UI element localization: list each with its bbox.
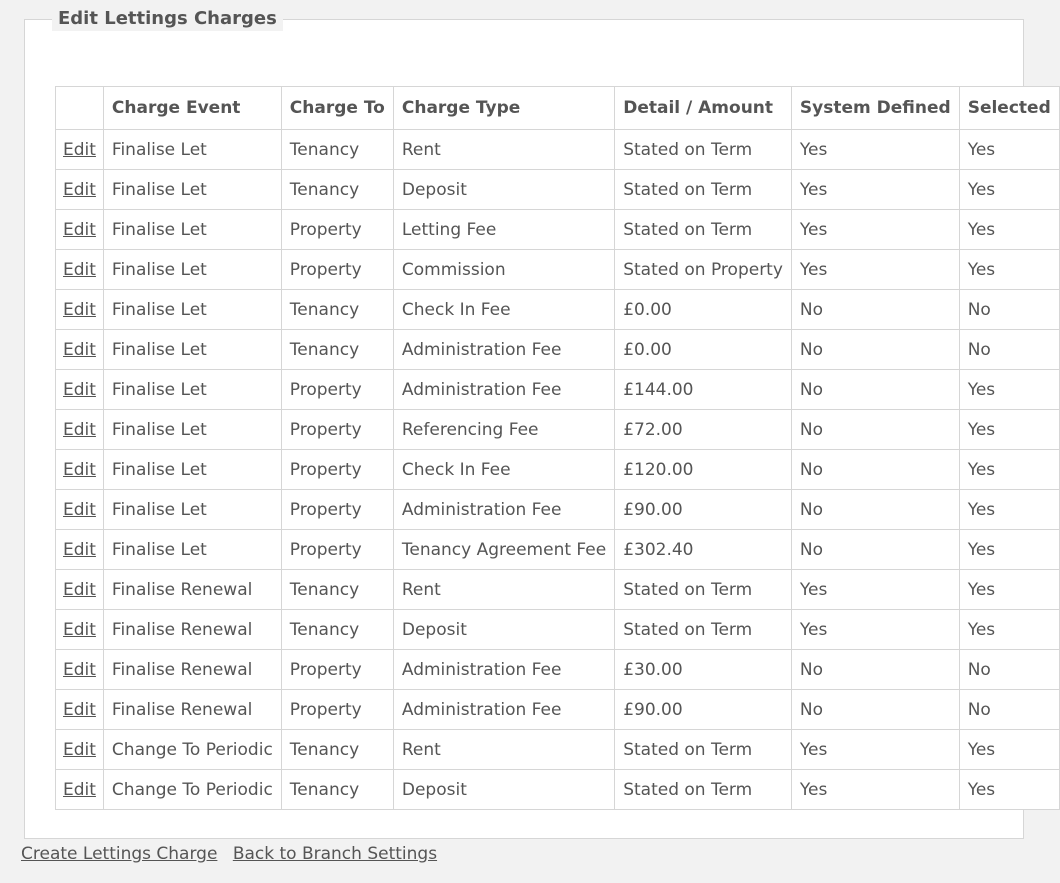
charge-to-cell: Property — [281, 370, 393, 410]
edit-cell — [56, 370, 104, 410]
detail-amount-cell: £0.00 — [615, 330, 792, 370]
selected-cell: No — [959, 650, 1059, 690]
charge-type-cell: Referencing Fee — [393, 410, 614, 450]
charge-to-cell: Tenancy — [281, 610, 393, 650]
detail-amount-cell: £302.40 — [615, 530, 792, 570]
table-row — [56, 410, 1060, 450]
edit-link[interactable]: Edit — [63, 139, 96, 160]
charge-event-cell: Finalise Let — [103, 530, 281, 570]
system-defined-cell: No — [791, 450, 959, 490]
charge-type-cell: Administration Fee — [393, 650, 614, 690]
detail-amount-cell: £90.00 — [615, 690, 792, 730]
charge-event-cell: Finalise Renewal — [103, 650, 281, 690]
charge-event-cell: Finalise Let — [103, 290, 281, 330]
charge-event-cell: Finalise Let — [103, 130, 281, 170]
selected-cell: Yes — [959, 450, 1059, 490]
charge-type-cell: Administration Fee — [393, 690, 614, 730]
system-defined-cell: No — [791, 530, 959, 570]
charge-event-cell: Finalise Let — [103, 210, 281, 250]
edit-link[interactable]: Edit — [63, 419, 96, 440]
table-body — [56, 130, 1060, 810]
edit-link[interactable]: Edit — [63, 499, 96, 520]
selected-cell: Yes — [959, 130, 1059, 170]
column-header-selected: Selected — [959, 87, 1059, 130]
system-defined-cell: Yes — [791, 570, 959, 610]
charge-to-cell: Tenancy — [281, 170, 393, 210]
charge-type-cell: Administration Fee — [393, 330, 614, 370]
table-row — [56, 450, 1060, 490]
detail-amount-cell: Stated on Term — [615, 570, 792, 610]
selected-cell: Yes — [959, 210, 1059, 250]
edit-cell — [56, 650, 104, 690]
selected-cell: Yes — [959, 370, 1059, 410]
edit-link[interactable]: Edit — [63, 259, 96, 280]
edit-link[interactable]: Edit — [63, 299, 96, 320]
edit-cell — [56, 170, 104, 210]
table-row — [56, 130, 1060, 170]
system-defined-cell: Yes — [791, 730, 959, 770]
edit-cell — [56, 450, 104, 490]
charge-type-cell: Deposit — [393, 170, 614, 210]
charge-to-cell: Tenancy — [281, 730, 393, 770]
system-defined-cell: No — [791, 650, 959, 690]
charge-event-cell: Finalise Let — [103, 450, 281, 490]
charge-type-cell: Tenancy Agreement Fee — [393, 530, 614, 570]
edit-link[interactable]: Edit — [63, 659, 96, 680]
edit-link[interactable]: Edit — [63, 779, 96, 800]
selected-cell: Yes — [959, 170, 1059, 210]
charge-type-cell: Letting Fee — [393, 210, 614, 250]
charge-to-cell: Tenancy — [281, 770, 393, 810]
selected-cell: Yes — [959, 410, 1059, 450]
table-row — [56, 250, 1060, 290]
system-defined-cell: Yes — [791, 210, 959, 250]
page-title: Edit Lettings Charges — [52, 7, 283, 31]
edit-link[interactable]: Edit — [63, 219, 96, 240]
selected-cell: No — [959, 690, 1059, 730]
table-row — [56, 770, 1060, 810]
detail-amount-cell: £144.00 — [615, 370, 792, 410]
table-row — [56, 330, 1060, 370]
selected-cell: Yes — [959, 730, 1059, 770]
charge-event-cell: Finalise Let — [103, 490, 281, 530]
charge-to-cell: Tenancy — [281, 290, 393, 330]
detail-amount-cell: Stated on Term — [615, 770, 792, 810]
table-header — [56, 87, 1060, 130]
table-row — [56, 650, 1060, 690]
detail-amount-cell: £90.00 — [615, 490, 792, 530]
detail-amount-cell: Stated on Term — [615, 130, 792, 170]
edit-link[interactable]: Edit — [63, 579, 96, 600]
system-defined-cell: No — [791, 490, 959, 530]
charge-type-cell: Rent — [393, 570, 614, 610]
column-header-charge-event: Charge Event — [103, 87, 281, 130]
selected-cell: No — [959, 330, 1059, 370]
charge-to-cell: Property — [281, 650, 393, 690]
selected-cell: Yes — [959, 490, 1059, 530]
charge-to-cell: Property — [281, 490, 393, 530]
charge-event-cell: Finalise Renewal — [103, 570, 281, 610]
table-header-row — [56, 87, 1060, 130]
charge-event-cell: Finalise Renewal — [103, 610, 281, 650]
selected-cell: No — [959, 290, 1059, 330]
edit-cell — [56, 610, 104, 650]
system-defined-cell: No — [791, 370, 959, 410]
table-row — [56, 690, 1060, 730]
edit-cell — [56, 210, 104, 250]
detail-amount-cell: Stated on Property — [615, 250, 792, 290]
edit-cell — [56, 130, 104, 170]
edit-cell — [56, 730, 104, 770]
column-header-charge-to: Charge To — [281, 87, 393, 130]
selected-cell: Yes — [959, 770, 1059, 810]
system-defined-cell: Yes — [791, 610, 959, 650]
edit-link[interactable]: Edit — [63, 459, 96, 480]
system-defined-cell: Yes — [791, 250, 959, 290]
system-defined-cell: No — [791, 410, 959, 450]
charge-event-cell: Change To Periodic — [103, 770, 281, 810]
table-row — [56, 530, 1060, 570]
selected-cell: Yes — [959, 610, 1059, 650]
charge-event-cell: Finalise Let — [103, 250, 281, 290]
edit-cell — [56, 410, 104, 450]
detail-amount-cell: £30.00 — [615, 650, 792, 690]
system-defined-cell: No — [791, 330, 959, 370]
charge-to-cell: Property — [281, 250, 393, 290]
edit-cell — [56, 770, 104, 810]
table-row — [56, 170, 1060, 210]
edit-link[interactable]: Edit — [63, 619, 96, 640]
charge-to-cell: Tenancy — [281, 570, 393, 610]
column-header-detail-amount: Detail / Amount — [615, 87, 792, 130]
system-defined-cell: No — [791, 690, 959, 730]
table-row — [56, 370, 1060, 410]
edit-link[interactable]: Edit — [63, 699, 96, 720]
selected-cell: Yes — [959, 530, 1059, 570]
table-row — [56, 210, 1060, 250]
charge-event-cell: Finalise Let — [103, 330, 281, 370]
footer-links — [21, 842, 447, 866]
create-lettings-charge-link[interactable]: Create Lettings Charge — [21, 844, 218, 864]
edit-cell — [56, 250, 104, 290]
charge-type-cell: Check In Fee — [393, 290, 614, 330]
charge-event-cell: Finalise Renewal — [103, 690, 281, 730]
charge-to-cell: Property — [281, 410, 393, 450]
system-defined-cell: Yes — [791, 170, 959, 210]
charge-event-cell: Finalise Let — [103, 170, 281, 210]
charge-event-cell: Finalise Let — [103, 410, 281, 450]
table-row — [56, 570, 1060, 610]
charge-type-cell: Check In Fee — [393, 450, 614, 490]
charge-event-cell: Change To Periodic — [103, 730, 281, 770]
edit-link[interactable]: Edit — [63, 539, 96, 560]
edit-link[interactable]: Edit — [63, 339, 96, 360]
charge-to-cell: Property — [281, 690, 393, 730]
detail-amount-cell: £120.00 — [615, 450, 792, 490]
charge-type-cell: Rent — [393, 730, 614, 770]
detail-amount-cell: £0.00 — [615, 290, 792, 330]
charge-type-cell: Deposit — [393, 610, 614, 650]
charge-type-cell: Rent — [393, 130, 614, 170]
column-header-charge-type: Charge Type — [393, 87, 614, 130]
charge-to-cell: Property — [281, 210, 393, 250]
system-defined-cell: Yes — [791, 130, 959, 170]
detail-amount-cell: Stated on Term — [615, 730, 792, 770]
lettings-charges-table — [55, 86, 1060, 810]
detail-amount-cell: Stated on Term — [615, 170, 792, 210]
selected-cell: Yes — [959, 570, 1059, 610]
selected-cell: Yes — [959, 250, 1059, 290]
edit-cell — [56, 290, 104, 330]
charge-type-cell: Deposit — [393, 770, 614, 810]
edit-cell — [56, 490, 104, 530]
edit-cell — [56, 570, 104, 610]
edit-link[interactable]: Edit — [63, 179, 96, 200]
table-row — [56, 290, 1060, 330]
edit-cell — [56, 330, 104, 370]
charge-to-cell: Tenancy — [281, 130, 393, 170]
system-defined-cell: Yes — [791, 770, 959, 810]
edit-cell — [56, 530, 104, 570]
charge-to-cell: Property — [281, 530, 393, 570]
table-row — [56, 610, 1060, 650]
edit-cell — [56, 690, 104, 730]
back-to-branch-settings-link[interactable]: Back to Branch Settings — [232, 844, 438, 864]
charge-type-cell: Administration Fee — [393, 370, 614, 410]
charge-to-cell: Property — [281, 450, 393, 490]
edit-link[interactable]: Edit — [63, 739, 96, 760]
charge-type-cell: Administration Fee — [393, 490, 614, 530]
detail-amount-cell: Stated on Term — [615, 610, 792, 650]
system-defined-cell: No — [791, 290, 959, 330]
detail-amount-cell: Stated on Term — [615, 210, 792, 250]
column-header-system-defined: System Defined — [791, 87, 959, 130]
charge-type-cell: Commission — [393, 250, 614, 290]
edit-link[interactable]: Edit — [63, 379, 96, 400]
charge-to-cell: Tenancy — [281, 330, 393, 370]
column-header-edit — [56, 87, 104, 130]
charge-event-cell: Finalise Let — [103, 370, 281, 410]
table-row — [56, 730, 1060, 770]
table-row — [56, 490, 1060, 530]
detail-amount-cell: £72.00 — [615, 410, 792, 450]
